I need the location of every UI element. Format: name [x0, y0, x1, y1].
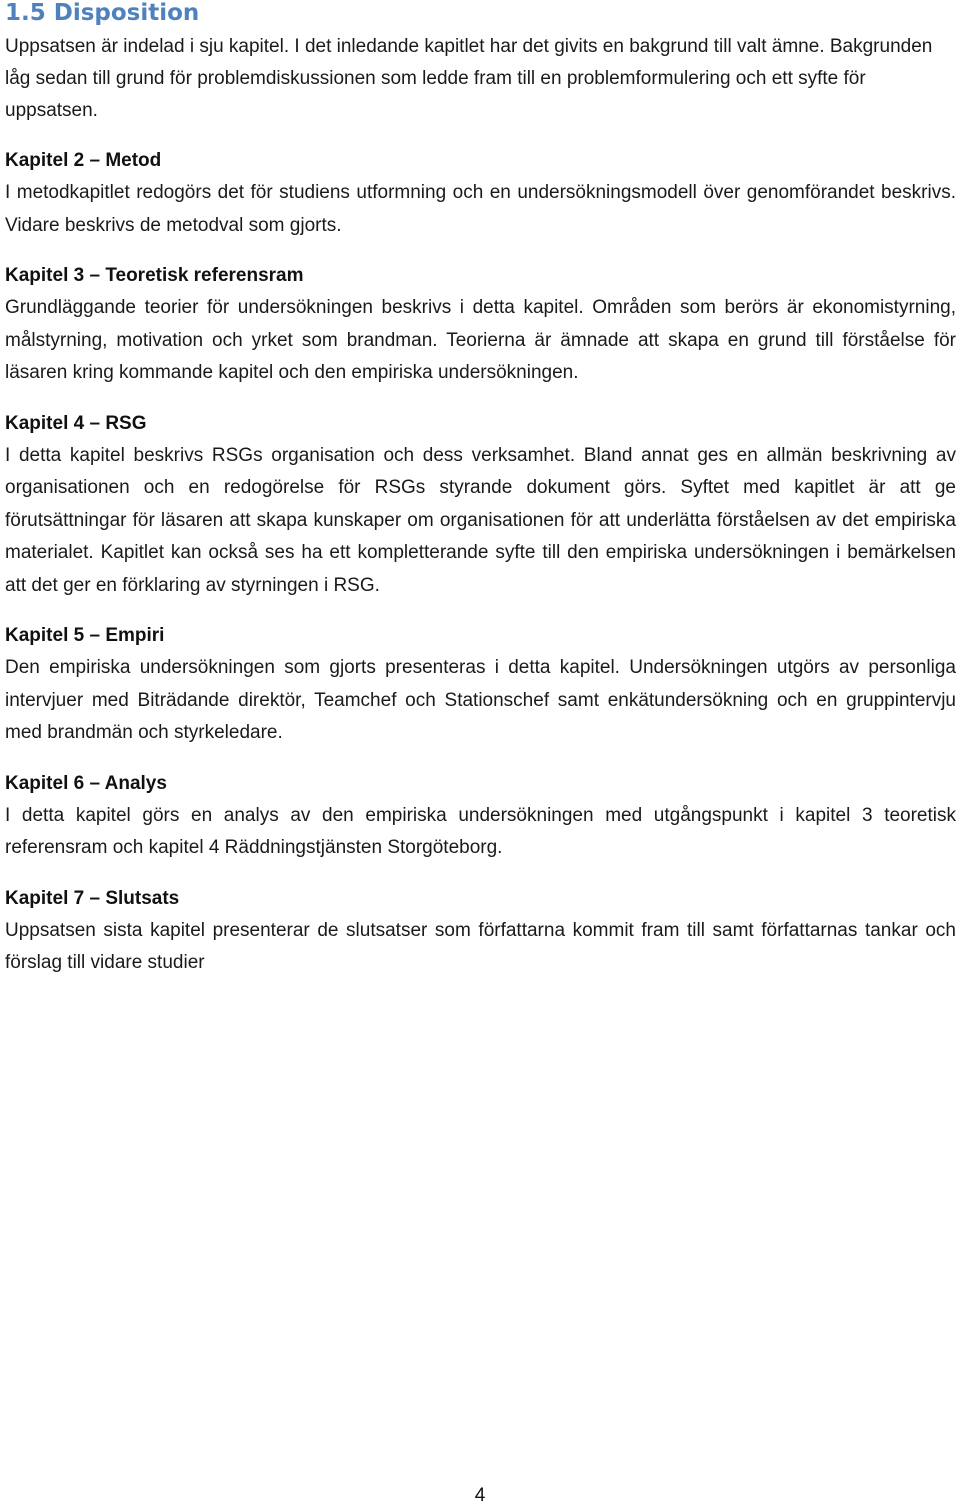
chapter-block-7	[5, 883, 956, 980]
chapter-title: Kapitel 7 – Slutsats	[5, 887, 180, 909]
chapter-block-6	[5, 768, 956, 865]
chapter-title: Kapitel 6 – Analys	[5, 772, 167, 794]
chapter-body: Den empiriska undersökningen som gjorts presenteras i detta kapitel. Undersökningen utgörs av personliga intervjuer med Biträdande direktör, Teamchef och Stationschef samt enkätundersökning och en gruppintervju med brandmän och styrkeledare.	[5, 657, 956, 743]
chapter-block-3	[5, 260, 956, 390]
chapter-title: Kapitel 3 – Teoretisk referensram	[5, 265, 304, 286]
chapter-body: I detta kapitel görs en analys av den empiriska undersökningen med utgångspunkt i kapitel 3 teoretisk referensram och kapitel 4 Räddningstjänsten Storgöteborg.	[5, 804, 956, 858]
document-page	[5, 0, 956, 980]
chapter-block-4	[5, 408, 956, 603]
chapter-body: I metodkapitlet redogörs det för studiens utformning och en undersökningsmodell över genomförandet beskrivs. Vidare beskrivs de metodval som gjorts.	[5, 182, 956, 236]
chapter-body: Uppsatsen sista kapitel presenterar de slutsatser som författarna kommit fram till samt författarnas tankar och förslag till vidare studier	[5, 919, 956, 973]
section-heading: 1.5 Disposition	[5, 0, 200, 26]
chapter-body: Grundläggande teorier för undersökningen beskrivs i detta kapitel. Områden som berörs är ekonomistyrning, målstyrning, motivation och yrket som brandman. Teorierna är ämnade att skapa en grund till förståelse för läsaren kring kommande kapitel och den empiriska undersökningen.	[5, 297, 956, 383]
section-intro: Uppsatsen är indelad i sju kapitel. I det inledande kapitlet har det givits en bakgrund till valt ämne. Bakgrunden låg sedan till grund för problemdiskussionen som ledde fram till en problemformulering och ett syfte för uppsatsen.	[5, 36, 933, 121]
chapter-block-2	[5, 145, 956, 242]
page-number: 4	[474, 1485, 486, 1506]
chapter-title: Kapitel 2 – Metod	[5, 150, 162, 171]
chapter-title: Kapitel 5 – Empiri	[5, 625, 165, 646]
chapter-block-5	[5, 620, 956, 750]
chapter-body: I detta kapitel beskrivs RSGs organisation och dess verksamhet. Bland annat ges en allmän beskrivning av organisationen och en redogörelse för RSGs styrande dokument görs. Syftet med kapitlet är att ge förutsättningar för läsaren att skapa kunskaper om organisationen för att underlätta förståelsen av det empiriska materialet. Kapitlet kan också ses ha ett kompletterande syfte till den empiriska undersökningen i bemärkelsen att det ger en förklaring av styrningen i RSG.	[5, 444, 956, 596]
chapter-title: Kapitel 4 – RSG	[5, 412, 147, 434]
